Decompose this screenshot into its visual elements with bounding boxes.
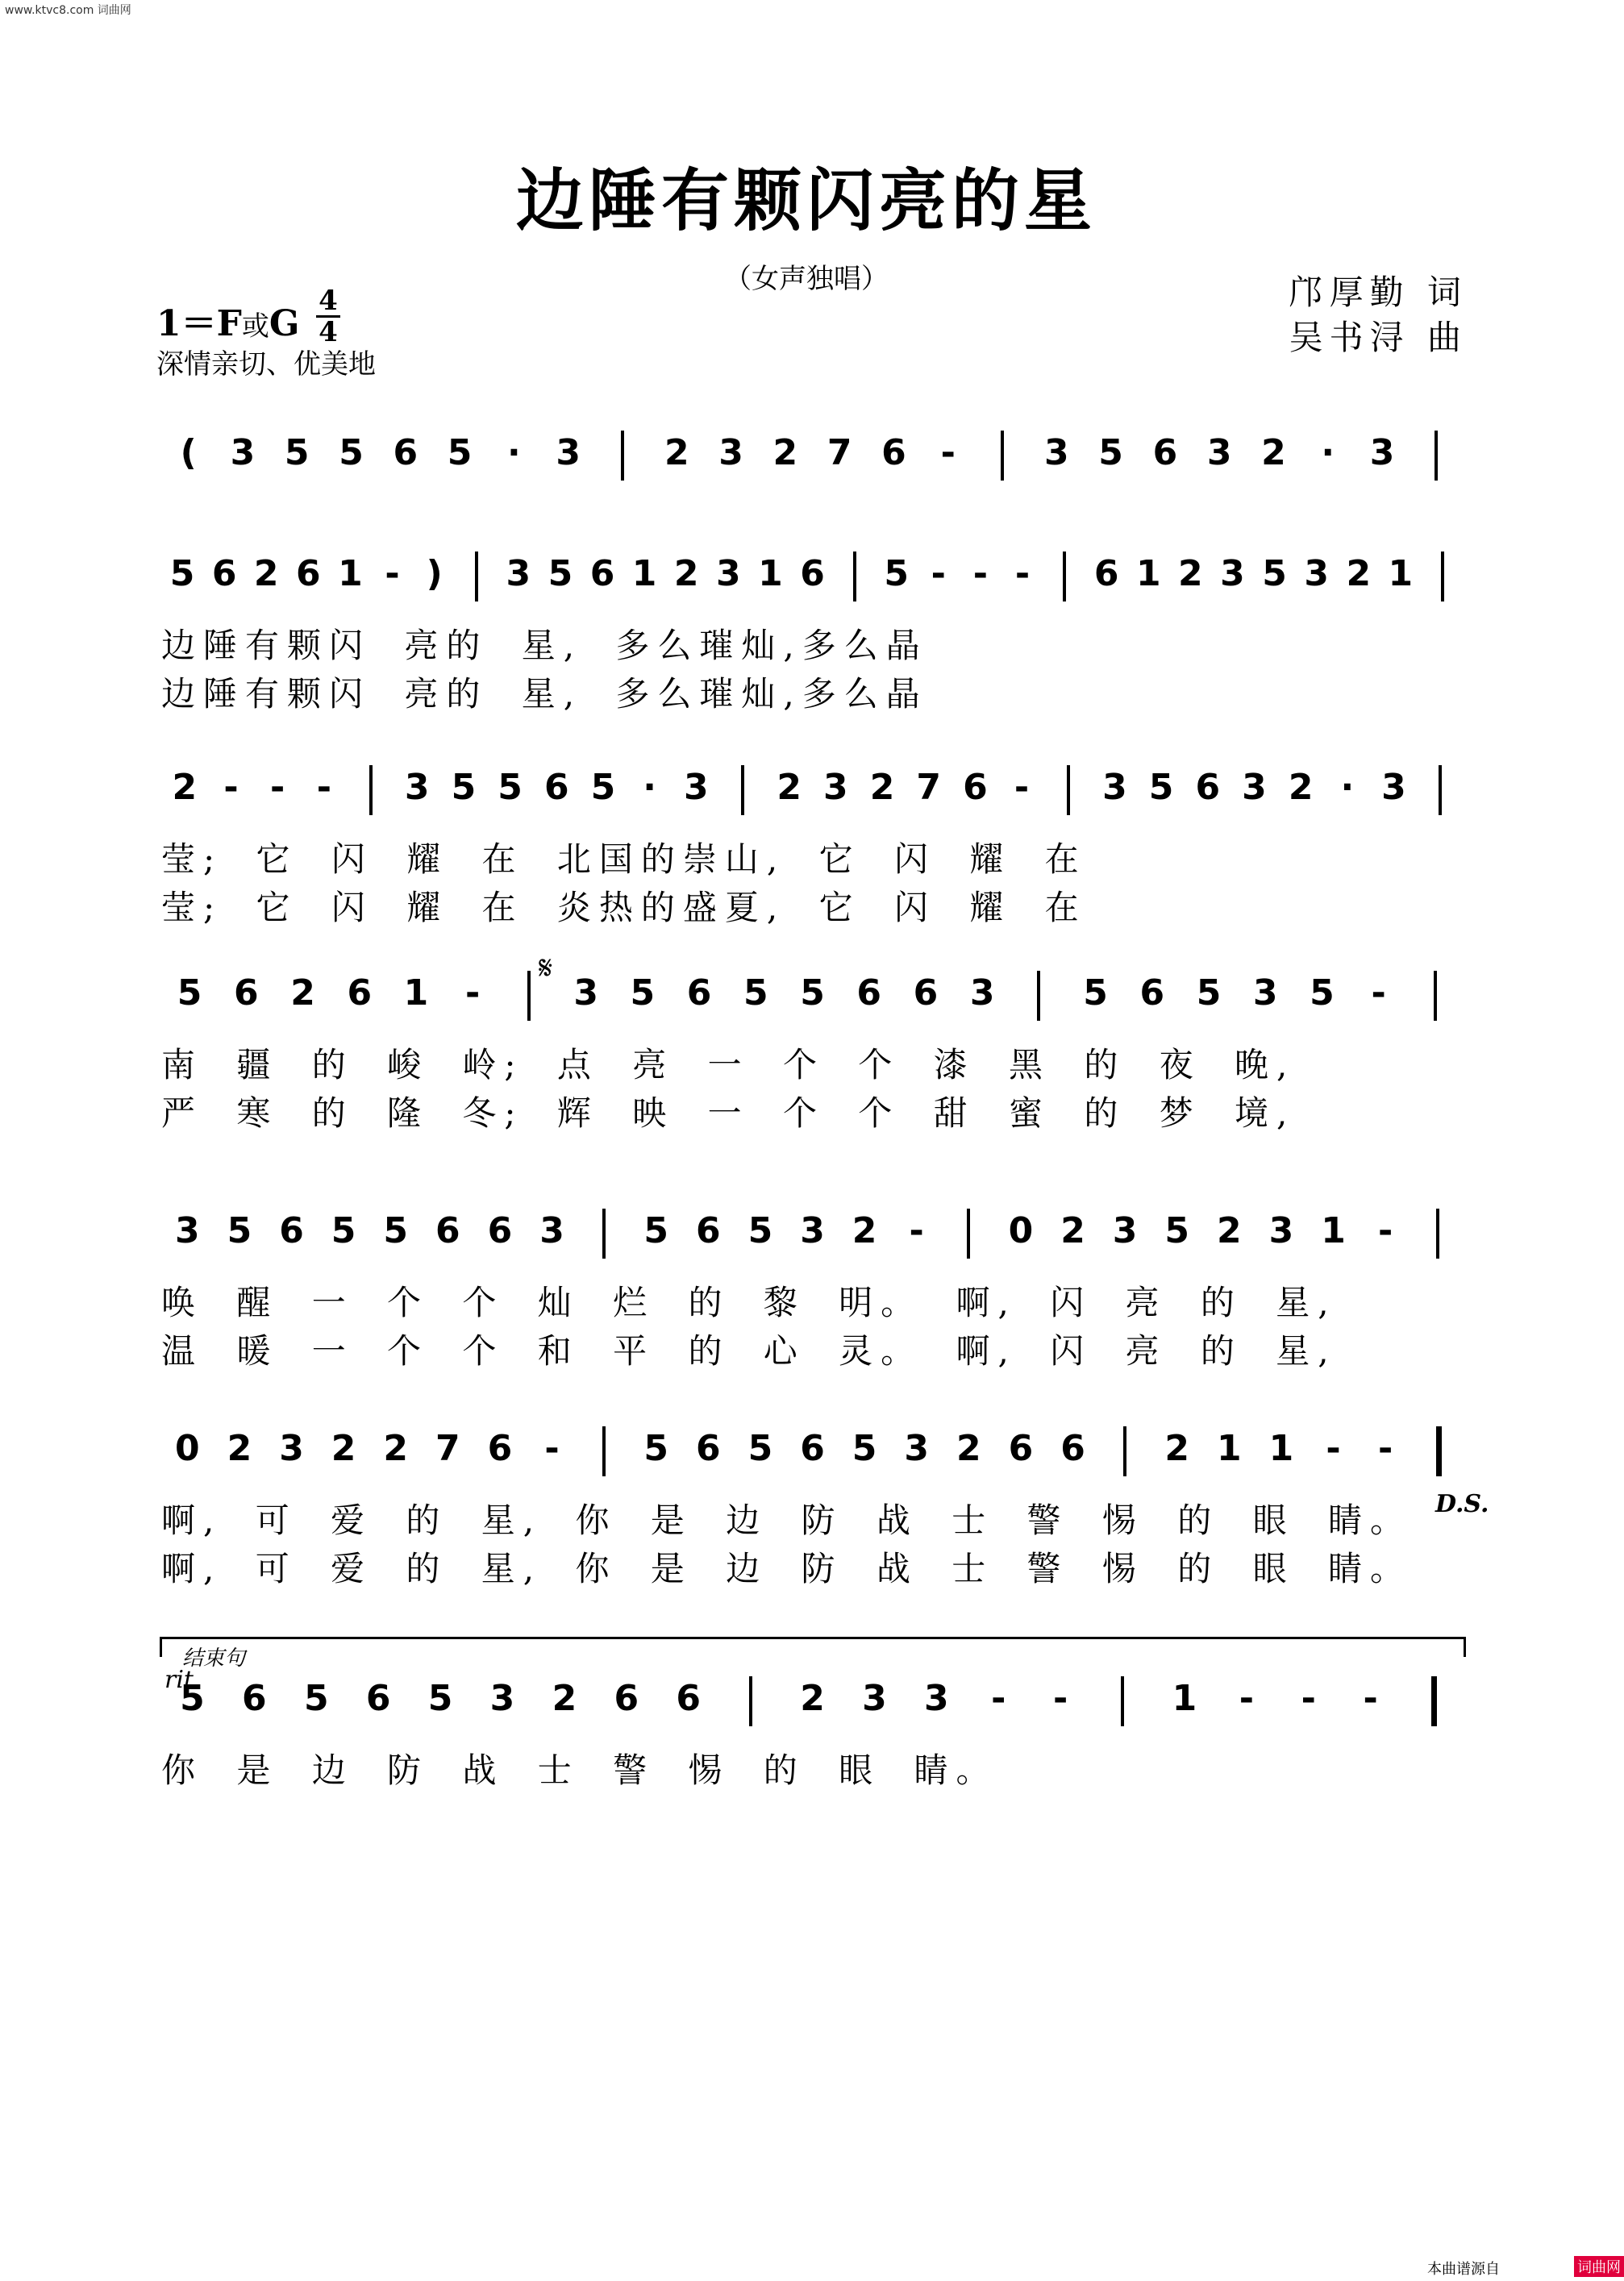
note: 5	[1196, 972, 1222, 1014]
note: 0	[174, 1428, 200, 1469]
bar-line	[602, 1209, 606, 1259]
note: 6	[1139, 972, 1165, 1014]
note: 3	[823, 767, 848, 808]
note: 5	[800, 972, 825, 1014]
lyric-line: 边陲有颗闪 亮的 星, 多么璀灿,多么晶	[161, 674, 928, 714]
note: )	[426, 553, 443, 594]
note: 6	[435, 1210, 460, 1251]
note: 1	[403, 972, 429, 1014]
note: ·	[1321, 432, 1335, 473]
bar-line	[1063, 552, 1066, 601]
note: 2	[552, 1678, 577, 1719]
note: 3	[539, 1210, 564, 1251]
bar-line	[1436, 1209, 1439, 1259]
note: -	[1326, 1428, 1341, 1469]
note: 1	[1135, 553, 1161, 594]
lyric-line: 边陲有颗闪 亮的 星, 多么璀灿,多么晶	[161, 626, 928, 665]
song-title: 边陲有颗闪亮的星	[515, 160, 1097, 240]
note: 2	[956, 1428, 981, 1469]
bar-line	[749, 1676, 752, 1726]
note: 3	[230, 432, 256, 473]
note: 3	[1206, 432, 1232, 473]
note: 5	[1148, 767, 1174, 808]
song-subtitle: （女声独唱）	[724, 263, 889, 295]
note: 6	[347, 972, 373, 1014]
note: -	[931, 553, 946, 594]
note: 3	[862, 1678, 887, 1719]
note: 5	[303, 1678, 329, 1719]
note: 6	[963, 767, 988, 808]
note: 3	[1268, 1210, 1294, 1251]
note: 5	[177, 972, 202, 1014]
note: 6	[1093, 553, 1119, 594]
note: 6	[487, 1210, 513, 1251]
bar-line	[1431, 1676, 1437, 1726]
site-watermark: www.ktvc8.com 词曲网	[5, 4, 131, 17]
note: 6	[800, 553, 825, 594]
note: 5	[331, 1210, 356, 1251]
lyric-line: 唤 醒 一 个 个 灿 烂 的 黎 明。 啊, 闪 亮 的 星,	[161, 1283, 1337, 1322]
note: 2	[800, 1678, 825, 1719]
note: 6	[881, 432, 906, 473]
note: ·	[643, 767, 656, 808]
note: -	[1301, 1678, 1316, 1719]
note: 7	[827, 432, 852, 473]
note: 3	[1252, 972, 1278, 1014]
note: 1	[1268, 1428, 1294, 1469]
note: 6	[695, 1210, 721, 1251]
note: 5	[630, 972, 656, 1014]
lyric-line: 你 是 边 防 战 士 警 惕 的 眼 睛。	[161, 1750, 998, 1790]
bar-line	[621, 431, 624, 481]
note: -	[223, 767, 239, 808]
note: 3	[489, 1678, 515, 1719]
note: 1	[631, 553, 657, 594]
note: 6	[686, 972, 712, 1014]
key-main: 1＝F	[156, 303, 242, 344]
bar-line	[602, 1426, 606, 1476]
ending-label: 结束句	[182, 1646, 246, 1671]
note: 2	[1216, 1210, 1242, 1251]
note: 5	[1164, 1210, 1189, 1251]
ds-mark: D.S.	[1435, 1490, 1489, 1518]
note: -	[544, 1428, 560, 1469]
bar-line	[1001, 431, 1004, 481]
lyric-line: 温 暖 一 个 个 和 平 的 心 灵。 啊, 闪 亮 的 星,	[161, 1331, 1337, 1371]
note: 2	[1060, 1210, 1085, 1251]
meter-bottom: 4	[319, 316, 338, 348]
bar-line	[741, 765, 744, 815]
note: 3	[174, 1210, 200, 1251]
bar-line	[1435, 431, 1438, 481]
note: 1	[1321, 1210, 1346, 1251]
note: 6	[913, 972, 939, 1014]
tempo-marking: 深情亲切、优美地	[156, 348, 376, 381]
note: 3	[1381, 767, 1406, 808]
note: 3	[1304, 553, 1329, 594]
note: 5	[1310, 972, 1335, 1014]
note: -	[1052, 1678, 1068, 1719]
note: 3	[506, 553, 531, 594]
rit-mark: rit	[164, 1666, 194, 1694]
note: -	[1014, 553, 1031, 594]
meter-top: 4	[319, 285, 338, 317]
note: 5	[884, 553, 909, 594]
note: 2	[1288, 767, 1314, 808]
note: 6	[614, 1678, 639, 1719]
note: 6	[211, 553, 237, 594]
note: 3	[1242, 767, 1267, 808]
note: 2	[227, 1428, 252, 1469]
note: 6	[296, 553, 321, 594]
footer-logo: 词曲网	[1574, 2256, 1624, 2277]
note: 5	[852, 1428, 877, 1469]
bar-line	[1434, 971, 1437, 1021]
note: 5	[169, 553, 195, 594]
note: 2	[772, 432, 798, 473]
note: 2	[1261, 432, 1286, 473]
note: 5	[180, 1678, 205, 1719]
key-or: 或	[241, 310, 269, 343]
note: 3	[279, 1428, 304, 1469]
note: 2	[673, 553, 699, 594]
note: 3	[1044, 432, 1069, 473]
note: 3	[1112, 1210, 1138, 1251]
bar-line	[1121, 1676, 1124, 1726]
note: 7	[916, 767, 941, 808]
note: 5	[284, 432, 310, 473]
bar-line	[1037, 971, 1040, 1021]
note: 6	[695, 1428, 721, 1469]
note: 6	[676, 1678, 701, 1719]
note: -	[316, 767, 331, 808]
note: -	[1371, 972, 1386, 1014]
note: 3	[1102, 767, 1127, 808]
note: 3	[923, 1678, 949, 1719]
note: -	[991, 1678, 1006, 1719]
footer-source: 本曲谱源自	[1427, 2261, 1500, 2278]
note: 2	[869, 767, 895, 808]
note: 6	[393, 432, 418, 473]
bar-line	[1067, 765, 1070, 815]
note: ·	[1340, 767, 1355, 808]
note: -	[909, 1210, 924, 1251]
note: 2	[777, 767, 802, 808]
lyric-line: 啊, 可 爱 的 星, 你 是 边 防 战 士 警 惕 的 眼 睛。	[161, 1501, 1412, 1540]
note: 3	[904, 1428, 929, 1469]
note: 6	[242, 1678, 267, 1719]
note: 1	[758, 553, 783, 594]
note: 5	[1083, 972, 1108, 1014]
note: 5	[447, 432, 473, 473]
note: 6	[487, 1428, 513, 1469]
note: 3	[718, 432, 743, 473]
note: -	[1377, 1210, 1393, 1251]
note: 5	[548, 553, 573, 594]
note: 2	[383, 1428, 408, 1469]
lyricist-credit: 邝厚勤 词	[1289, 273, 1468, 312]
note: 3	[715, 553, 741, 594]
segno-mark: 𝄋	[539, 950, 553, 987]
note: 5	[643, 1428, 668, 1469]
note: 3	[800, 1210, 825, 1251]
note: 5	[590, 767, 616, 808]
note: 3	[1369, 432, 1395, 473]
note: 3	[969, 972, 995, 1014]
key-alt: G	[269, 303, 300, 344]
note: -	[940, 432, 956, 473]
note: 5	[498, 767, 523, 808]
note: 5	[1262, 553, 1287, 594]
note: 5	[1098, 432, 1123, 473]
note: 2	[290, 972, 315, 1014]
note: 0	[1008, 1210, 1034, 1251]
note: (	[180, 432, 197, 473]
bar-line	[1441, 552, 1444, 601]
note: 5	[747, 1210, 773, 1251]
note: 1	[1216, 1428, 1242, 1469]
note: -	[385, 553, 400, 594]
note: -	[465, 972, 481, 1014]
note: 5	[227, 1210, 252, 1251]
ending-bracket	[160, 1637, 1466, 1657]
note: 6	[365, 1678, 391, 1719]
note: 5	[383, 1210, 408, 1251]
note: 3	[1220, 553, 1245, 594]
note: -	[1377, 1428, 1393, 1469]
note: 1	[1388, 553, 1414, 594]
note: 5	[643, 1210, 668, 1251]
note: ·	[507, 432, 521, 473]
bar-line	[853, 552, 856, 601]
bar-line	[1436, 1426, 1442, 1476]
note: -	[972, 553, 988, 594]
note: -	[1239, 1678, 1254, 1719]
note: 6	[589, 553, 615, 594]
note: 3	[573, 972, 598, 1014]
lyric-line: 莹; 它 闪 耀 在 炎热的盛夏, 它 闪 耀 在	[161, 888, 1087, 927]
note: 1	[1172, 1678, 1197, 1719]
note: 5	[451, 767, 477, 808]
note: 6	[234, 972, 259, 1014]
bar-line	[527, 971, 531, 1021]
note: 7	[435, 1428, 460, 1469]
bar-line	[369, 765, 373, 815]
note: 5	[427, 1678, 453, 1719]
note: 2	[1164, 1428, 1189, 1469]
note: 6	[1195, 767, 1221, 808]
note: 2	[1178, 553, 1203, 594]
note: 6	[543, 767, 569, 808]
note: 2	[1346, 553, 1372, 594]
lyric-line: 啊, 可 爱 的 星, 你 是 边 防 战 士 警 惕 的 眼 睛。	[161, 1549, 1412, 1588]
note: -	[270, 767, 285, 808]
lyric-line: 莹; 它 闪 耀 在 北国的崇山, 它 闪 耀 在	[161, 839, 1087, 879]
note: 6	[1060, 1428, 1085, 1469]
lyric-line: 南 疆 的 峻 岭; 点 亮 一 个 个 漆 黑 的 夜 晚,	[161, 1045, 1296, 1084]
note: -	[1014, 767, 1030, 808]
bar-line	[967, 1209, 970, 1259]
note: 6	[1152, 432, 1178, 473]
note: 2	[172, 767, 198, 808]
lyric-line: 严 寒 的 隆 冬; 辉 映 一 个 个 甜 蜜 的 梦 境,	[161, 1093, 1296, 1133]
note: -	[1363, 1678, 1378, 1719]
note: 3	[683, 767, 709, 808]
bar-line	[1123, 1426, 1126, 1476]
note: 3	[556, 432, 581, 473]
note: 5	[339, 432, 364, 473]
note: 2	[852, 1210, 877, 1251]
note: 6	[800, 1428, 825, 1469]
note: 1	[338, 553, 363, 594]
note: 2	[664, 432, 689, 473]
bar-line	[475, 552, 478, 601]
note: 3	[404, 767, 430, 808]
note: 5	[743, 972, 768, 1014]
composer-credit: 吴书浔 曲	[1289, 318, 1468, 357]
note: 6	[1008, 1428, 1034, 1469]
note: 6	[279, 1210, 304, 1251]
note: 2	[253, 553, 279, 594]
bar-line	[1439, 765, 1442, 815]
note: 5	[747, 1428, 773, 1469]
note: 2	[331, 1428, 356, 1469]
note: 6	[856, 972, 882, 1014]
